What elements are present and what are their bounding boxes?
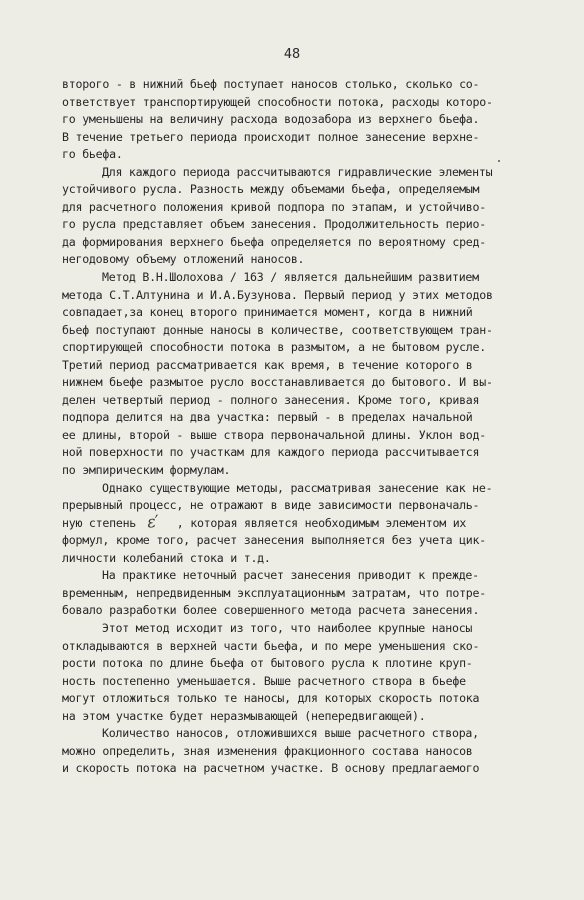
text-line xyxy=(62,357,532,375)
text-line-content: го уменьшены на величину расхода водозабора из верхнего бьефа. xyxy=(62,112,480,127)
text-line-content: совпадает,за конец второго принимается момент, когда в нижний xyxy=(62,305,473,320)
text-line-content: по эмпирическим формулам. xyxy=(62,463,231,478)
text-line xyxy=(62,181,532,199)
text-line xyxy=(62,708,532,726)
text-line xyxy=(62,480,532,498)
text-line xyxy=(62,94,532,112)
text-line xyxy=(62,129,532,147)
text-line-content: бьеф поступают донные наносы в количестве, соответствующем тран- xyxy=(62,322,493,337)
text-line xyxy=(62,620,532,638)
text-line-content: могут отложиться только те наносы, для которых скорость потока xyxy=(62,691,480,706)
text-line xyxy=(62,444,532,462)
text-line xyxy=(62,409,532,427)
text-line xyxy=(62,304,532,322)
text-line-content: делен четвертый период - полного занесения. Кроме того, кривая xyxy=(62,392,480,407)
text-line-content: Однако существующие методы, рассматривая занесение как не- xyxy=(102,480,493,495)
text-line-content: подпора делится на два участка: первый - в пределах начальной xyxy=(62,410,473,425)
text-line-content: Метод В.Н.Шолохова / 163 / является дальнейшим развитием xyxy=(102,270,479,285)
text-line-content: ответствует транспортирующей способности потока, расходы которо- xyxy=(62,94,493,109)
text-line xyxy=(62,427,532,445)
text-line xyxy=(62,392,532,410)
text-line xyxy=(62,339,532,357)
text-line-content: Третий период рассматривается как время, в течение которого в xyxy=(62,357,473,372)
text-line xyxy=(62,164,532,182)
text-line xyxy=(62,234,532,252)
text-line-content: го бьефа. xyxy=(62,147,123,162)
text-line xyxy=(62,532,532,550)
text-line-content: ность постепенно уменьшается. Выше расчетного створа в бьефе xyxy=(62,673,466,688)
text-line xyxy=(62,690,532,708)
inline-formula: ε′ xyxy=(145,510,161,532)
text-line-content: формул, кроме того, расчет занесения выполняется без учета цик- xyxy=(62,533,486,548)
text-line xyxy=(62,269,532,287)
text-line-content: метода С.Т.Алтунина и И.А.Бузунова. Первый период у этих методов xyxy=(62,287,493,302)
text-line-content: спортирующей способности потока в размытом, а не бытовом русле. xyxy=(62,340,486,355)
text-line xyxy=(62,743,532,761)
text-line xyxy=(62,567,532,585)
text-line-content: на этом участке будет неразмывающей (непередвигающей). xyxy=(62,708,426,723)
text-line-content: В течение третьего периода происходит полное занесение верхне- xyxy=(62,129,480,144)
text-line-content: можно определить, зная изменения фракционного состава наносов xyxy=(62,743,473,758)
text-line xyxy=(62,462,532,480)
text-line xyxy=(62,602,532,620)
text-line xyxy=(62,251,532,269)
text-line xyxy=(62,287,532,305)
text-line-content: ее длины, второй - выше створа первоначальной длины. Уклон вод- xyxy=(62,427,486,442)
text-line xyxy=(62,510,532,533)
text-line-content: На практике неточный расчет занесения приводит к прежде- xyxy=(102,568,479,583)
text-line-content: для расчетного положения кривой подпора по этапам, и устойчиво- xyxy=(62,199,486,214)
body-text xyxy=(62,76,532,778)
text-line xyxy=(62,216,532,234)
text-line-content: рости потока по длине бьефа от бытового русла к плотине круп- xyxy=(62,656,473,671)
text-line xyxy=(62,199,532,217)
text-line-content: устойчивого русла. Разность между объемами бьефа, определяемым xyxy=(62,182,480,197)
text-line-content: ную степень xyxy=(62,515,137,530)
text-line-content: негодовому объему отложений наносов. xyxy=(62,252,305,267)
page-number: 48 xyxy=(283,46,301,62)
text-line-content: нижнем бьефе размытое русло восстанавливается до бытового. И вы- xyxy=(62,375,493,390)
text-line-content: да формирования верхнего бьефа определяется по вероятному сред- xyxy=(62,234,486,249)
text-line xyxy=(62,725,532,743)
text-line-content: временным, непредвиденным эксплуатационным затратам, что потре- xyxy=(62,585,486,600)
text-line xyxy=(62,497,532,515)
text-line xyxy=(62,638,532,656)
text-line-content: Для каждого периода рассчитываются гидравлические элементы xyxy=(102,164,493,179)
text-line-content: откладываются в верхней части бьефа, и по мере уменьшения ско- xyxy=(62,638,480,653)
text-line-content: и скорость потока на расчетном участке. В основу предлагаемого xyxy=(62,761,480,776)
text-line xyxy=(62,322,532,340)
text-line xyxy=(62,585,532,603)
text-line-content: Количество наносов, отложившихся выше расчетного створа, xyxy=(102,726,479,741)
text-line-content: Этот метод исходит из того, что наиболее крупные наносы xyxy=(102,620,473,635)
text-line xyxy=(62,760,532,778)
text-line xyxy=(62,76,532,94)
text-line xyxy=(62,146,532,164)
text-line-content: го русла представляет объем занесения. Продолжительность перио- xyxy=(62,217,486,232)
text-line xyxy=(62,111,532,129)
text-line-content: бовало разработки более совершенного метода расчета занесения. xyxy=(62,603,480,618)
text-line-continuation: , которая является необходимым элементом их xyxy=(170,515,467,530)
text-line xyxy=(62,673,532,691)
paper-speck xyxy=(498,160,500,162)
text-line-content: личности колебаний стока и т.д. xyxy=(62,550,271,565)
text-line-content: второго - в нижний бьеф поступает наносов столько, сколько со- xyxy=(62,77,480,91)
text-line-content: прерывный процесс, не отражают в виде зависимости первоначаль- xyxy=(62,498,480,513)
text-line-content: ной поверхности по участкам для каждого периода рассчитывается xyxy=(62,445,480,460)
text-line xyxy=(62,374,532,392)
text-line xyxy=(62,550,532,568)
text-line xyxy=(62,655,532,673)
